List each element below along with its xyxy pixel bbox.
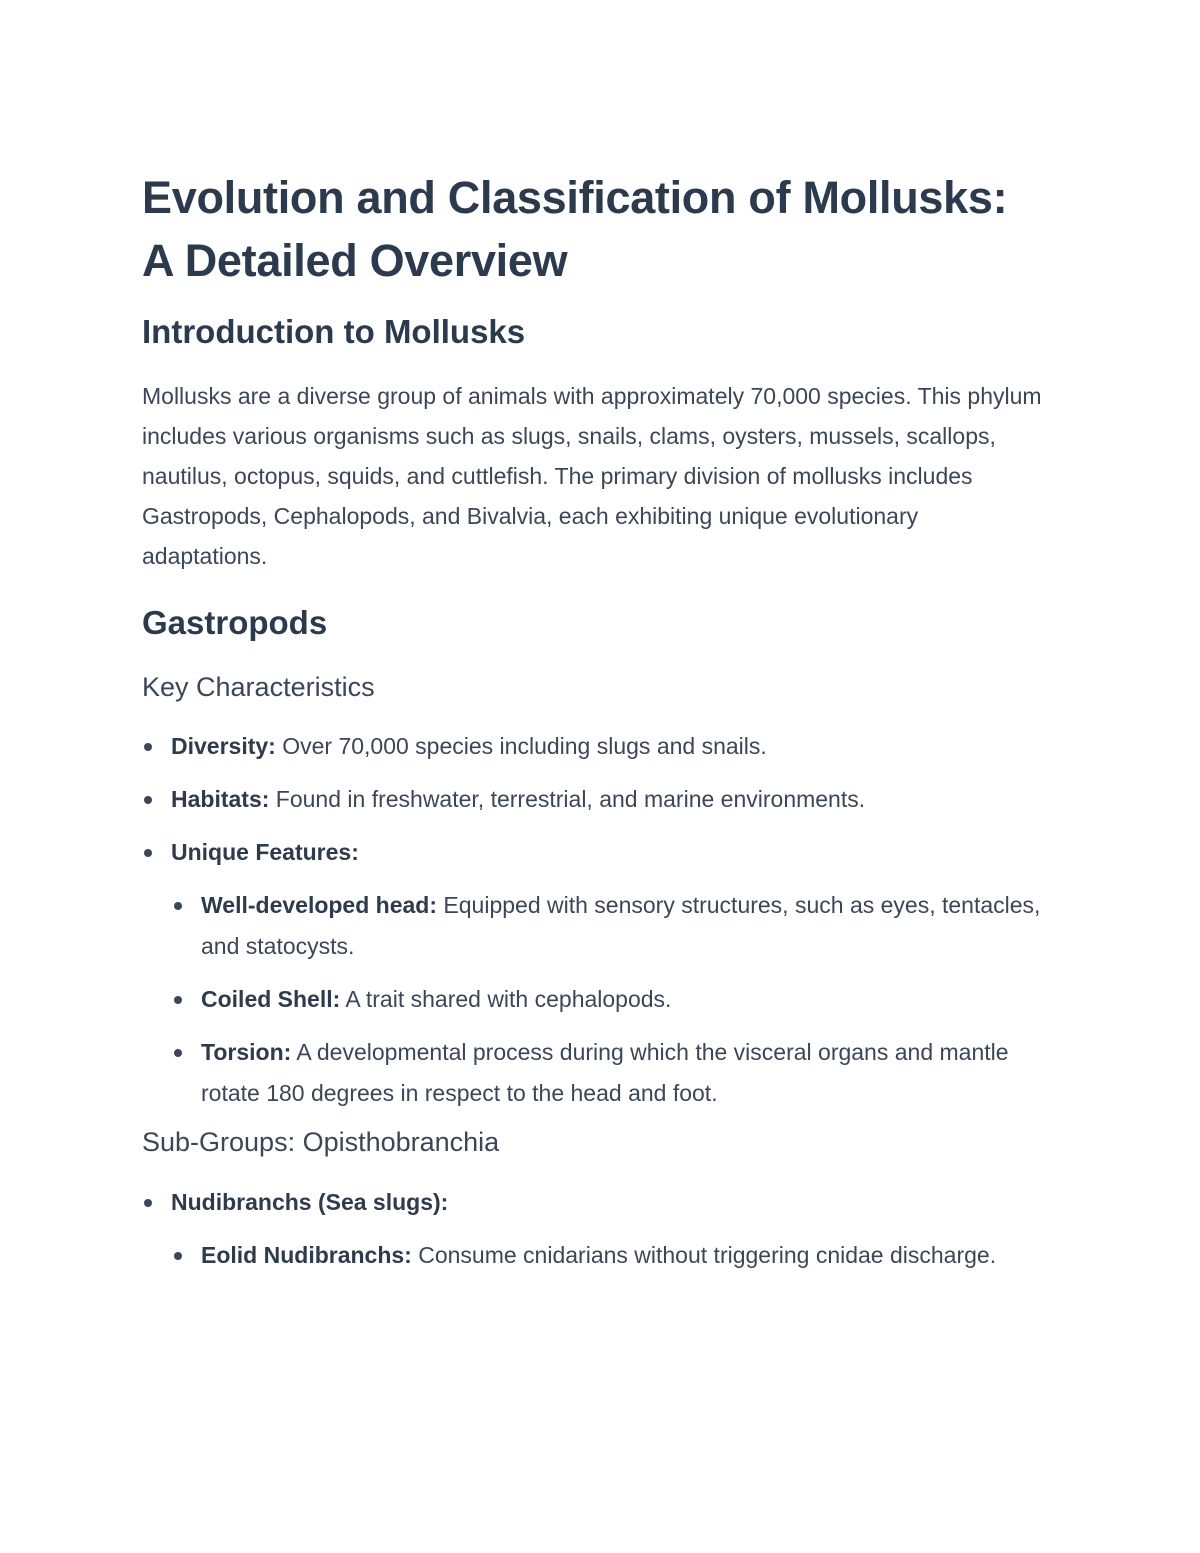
list-item-text: Equipped with sensory structures, such as eyes, tentacles, and statocysts. bbox=[201, 892, 1041, 959]
bullet-icon bbox=[144, 1199, 152, 1207]
bullet-icon bbox=[144, 743, 152, 751]
subheading-subgroups: Sub-Groups: Opisthobranchia bbox=[142, 1127, 500, 1157]
list-item-nudibranchs bbox=[142, 1182, 1042, 1223]
list-item-torsion bbox=[142, 1032, 1042, 1114]
list-item-diversity bbox=[142, 726, 1042, 767]
list-item-coiled-shell bbox=[142, 979, 1042, 1020]
list-item-label: Unique Features: bbox=[171, 839, 359, 865]
introduction-paragraph: Mollusks are a diverse group of animals with approximately 70,000 species. This phylum includes various organisms such as slugs, snails, clams, oysters, mussels, scallops, nautilus, octopus, squids, and cuttlefish. The primary division of mollusks includes Gastropods, Cephalopods, and Bivalvia, each exhibiting unique evolutionary adaptations. bbox=[142, 383, 1042, 569]
list-item-text: A developmental process during which the visceral organs and mantle rotate 180 degrees in respect to the head and foot. bbox=[201, 1039, 1009, 1106]
section-heading-gastropods: Gastropods bbox=[142, 604, 328, 641]
list-item-label: Well-developed head: bbox=[201, 892, 438, 918]
bullet-icon bbox=[144, 796, 152, 804]
document-page bbox=[142, 166, 1042, 1276]
list-item-text: Found in freshwater, terrestrial, and marine environments. bbox=[269, 786, 866, 812]
key-characteristics-list bbox=[142, 726, 1042, 1114]
list-item-unique-features bbox=[142, 832, 1042, 873]
section-heading-introduction: Introduction to Mollusks bbox=[142, 313, 526, 350]
list-item-eolid-nudibranchs bbox=[142, 1235, 1042, 1276]
list-item-label: Eolid Nudibranchs: bbox=[201, 1242, 412, 1268]
list-item-label: Coiled Shell: bbox=[201, 986, 341, 1012]
subgroups-list bbox=[142, 1182, 1042, 1276]
bullet-icon bbox=[174, 1049, 182, 1057]
list-item-label: Habitats: bbox=[171, 786, 270, 812]
list-item-habitats bbox=[142, 779, 1042, 820]
document-title: Evolution and Classification of Mollusks: A Detailed Overview bbox=[142, 172, 1008, 286]
list-item-label: Torsion: bbox=[201, 1039, 292, 1065]
list-item-text: Consume cnidarians without triggering cnidae discharge. bbox=[411, 1242, 997, 1268]
bullet-icon bbox=[174, 902, 182, 910]
bullet-icon bbox=[174, 1252, 182, 1260]
list-item-label: Diversity: bbox=[171, 733, 276, 759]
list-item-well-developed-head bbox=[142, 885, 1042, 967]
list-item-text: Over 70,000 species including slugs and snails. bbox=[275, 733, 767, 759]
list-item-label: Nudibranchs (Sea slugs): bbox=[171, 1189, 449, 1215]
bullet-icon bbox=[144, 849, 152, 857]
list-item-text: A trait shared with cephalopods. bbox=[340, 986, 672, 1012]
bullet-icon bbox=[174, 996, 182, 1004]
subheading-key-characteristics: Key Characteristics bbox=[142, 672, 375, 702]
